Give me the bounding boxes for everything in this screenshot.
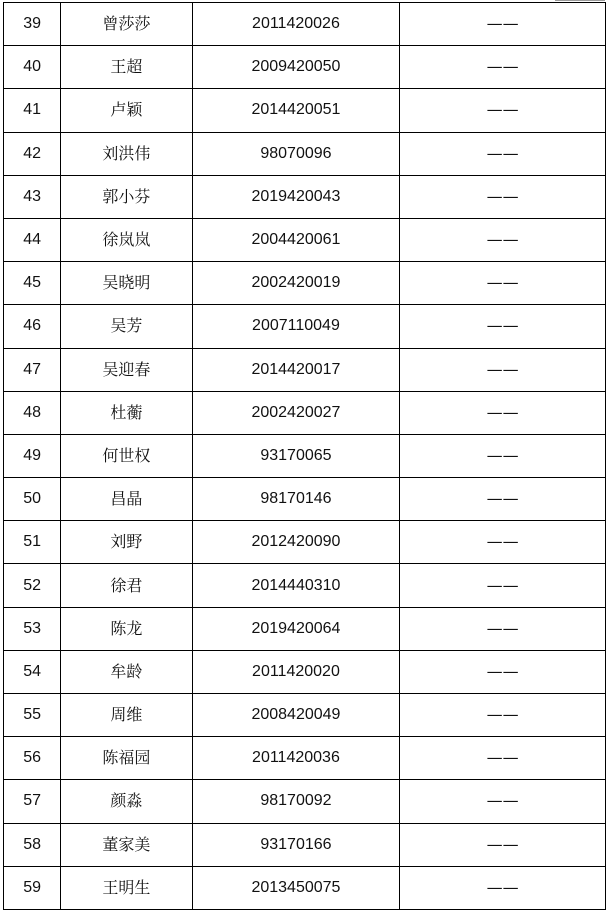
staff-id-cell: 2011420026 (192, 3, 400, 46)
row-number-cell: 47 (4, 348, 61, 391)
name-cell: 王超 (61, 46, 192, 89)
row-number-cell: 59 (4, 866, 61, 909)
table-row (4, 348, 606, 391)
staff-id-cell: 2014420017 (192, 348, 400, 391)
table-row (4, 46, 606, 89)
note-cell: —— (400, 650, 606, 693)
note-cell: —— (400, 866, 606, 909)
row-number-cell: 44 (4, 218, 61, 261)
name-cell: 徐岚岚 (61, 218, 192, 261)
staff-id-cell: 2004420061 (192, 218, 400, 261)
staff-id-cell: 2002420019 (192, 262, 400, 305)
name-cell: 刘野 (61, 521, 192, 564)
staff-id-cell: 2011420020 (192, 650, 400, 693)
note-cell: —— (400, 694, 606, 737)
table-row (4, 478, 606, 521)
note-cell: —— (400, 175, 606, 218)
row-number-cell: 41 (4, 89, 61, 132)
staff-id-cell: 98170092 (192, 780, 400, 823)
name-cell: 杜蘅 (61, 391, 192, 434)
table-row (4, 391, 606, 434)
staff-id-cell: 2019420064 (192, 607, 400, 650)
table-row (4, 434, 606, 477)
table-row (4, 175, 606, 218)
note-cell: —— (400, 521, 606, 564)
note-cell: —— (400, 434, 606, 477)
row-number-cell: 51 (4, 521, 61, 564)
name-cell: 颜淼 (61, 780, 192, 823)
staff-id-cell: 2014420051 (192, 89, 400, 132)
table-row (4, 650, 606, 693)
row-number-cell: 46 (4, 305, 61, 348)
staff-id-cell: 98070096 (192, 132, 400, 175)
name-cell: 卢颖 (61, 89, 192, 132)
note-cell: —— (400, 391, 606, 434)
staff-id-cell: 2014440310 (192, 564, 400, 607)
staff-id-cell: 2012420090 (192, 521, 400, 564)
note-cell: —— (400, 218, 606, 261)
row-number-cell: 48 (4, 391, 61, 434)
note-cell: —— (400, 478, 606, 521)
note-cell: —— (400, 823, 606, 866)
table-row (4, 823, 606, 866)
note-cell: —— (400, 132, 606, 175)
roster-table-body (4, 3, 606, 910)
row-number-cell: 53 (4, 607, 61, 650)
name-cell: 刘洪伟 (61, 132, 192, 175)
note-cell: —— (400, 305, 606, 348)
staff-id-cell: 2013450075 (192, 866, 400, 909)
table-row (4, 866, 606, 909)
note-cell: —— (400, 780, 606, 823)
page-edge-line (555, 0, 605, 1)
table-row (4, 564, 606, 607)
table-row (4, 694, 606, 737)
name-cell: 吴晓明 (61, 262, 192, 305)
name-cell: 吴芳 (61, 305, 192, 348)
row-number-cell: 45 (4, 262, 61, 305)
staff-id-cell: 93170065 (192, 434, 400, 477)
staff-id-cell: 2019420043 (192, 175, 400, 218)
note-cell: —— (400, 737, 606, 780)
note-cell: —— (400, 607, 606, 650)
row-number-cell: 54 (4, 650, 61, 693)
note-cell: —— (400, 262, 606, 305)
name-cell: 昌晶 (61, 478, 192, 521)
name-cell: 牟龄 (61, 650, 192, 693)
name-cell: 陈龙 (61, 607, 192, 650)
row-number-cell: 56 (4, 737, 61, 780)
row-number-cell: 57 (4, 780, 61, 823)
name-cell: 何世权 (61, 434, 192, 477)
staff-id-cell: 2008420049 (192, 694, 400, 737)
roster-table (3, 2, 606, 910)
table-row (4, 132, 606, 175)
row-number-cell: 42 (4, 132, 61, 175)
name-cell: 陈福园 (61, 737, 192, 780)
table-row (4, 305, 606, 348)
table-row (4, 607, 606, 650)
name-cell: 郭小芬 (61, 175, 192, 218)
table-row (4, 218, 606, 261)
table-row (4, 737, 606, 780)
staff-id-cell: 2011420036 (192, 737, 400, 780)
table-row (4, 3, 606, 46)
note-cell: —— (400, 89, 606, 132)
row-number-cell: 43 (4, 175, 61, 218)
staff-id-cell: 2002420027 (192, 391, 400, 434)
note-cell: —— (400, 46, 606, 89)
note-cell: —— (400, 564, 606, 607)
name-cell: 曾莎莎 (61, 3, 192, 46)
row-number-cell: 50 (4, 478, 61, 521)
row-number-cell: 58 (4, 823, 61, 866)
name-cell: 王明生 (61, 866, 192, 909)
staff-id-cell: 98170146 (192, 478, 400, 521)
name-cell: 吴迎春 (61, 348, 192, 391)
name-cell: 董家美 (61, 823, 192, 866)
row-number-cell: 55 (4, 694, 61, 737)
name-cell: 周维 (61, 694, 192, 737)
table-row (4, 262, 606, 305)
staff-id-cell: 93170166 (192, 823, 400, 866)
staff-id-cell: 2007110049 (192, 305, 400, 348)
row-number-cell: 52 (4, 564, 61, 607)
row-number-cell: 40 (4, 46, 61, 89)
table-row (4, 89, 606, 132)
row-number-cell: 49 (4, 434, 61, 477)
table-row (4, 780, 606, 823)
note-cell: —— (400, 3, 606, 46)
note-cell: —— (400, 348, 606, 391)
table-row (4, 521, 606, 564)
staff-id-cell: 2009420050 (192, 46, 400, 89)
row-number-cell: 39 (4, 3, 61, 46)
name-cell: 徐君 (61, 564, 192, 607)
